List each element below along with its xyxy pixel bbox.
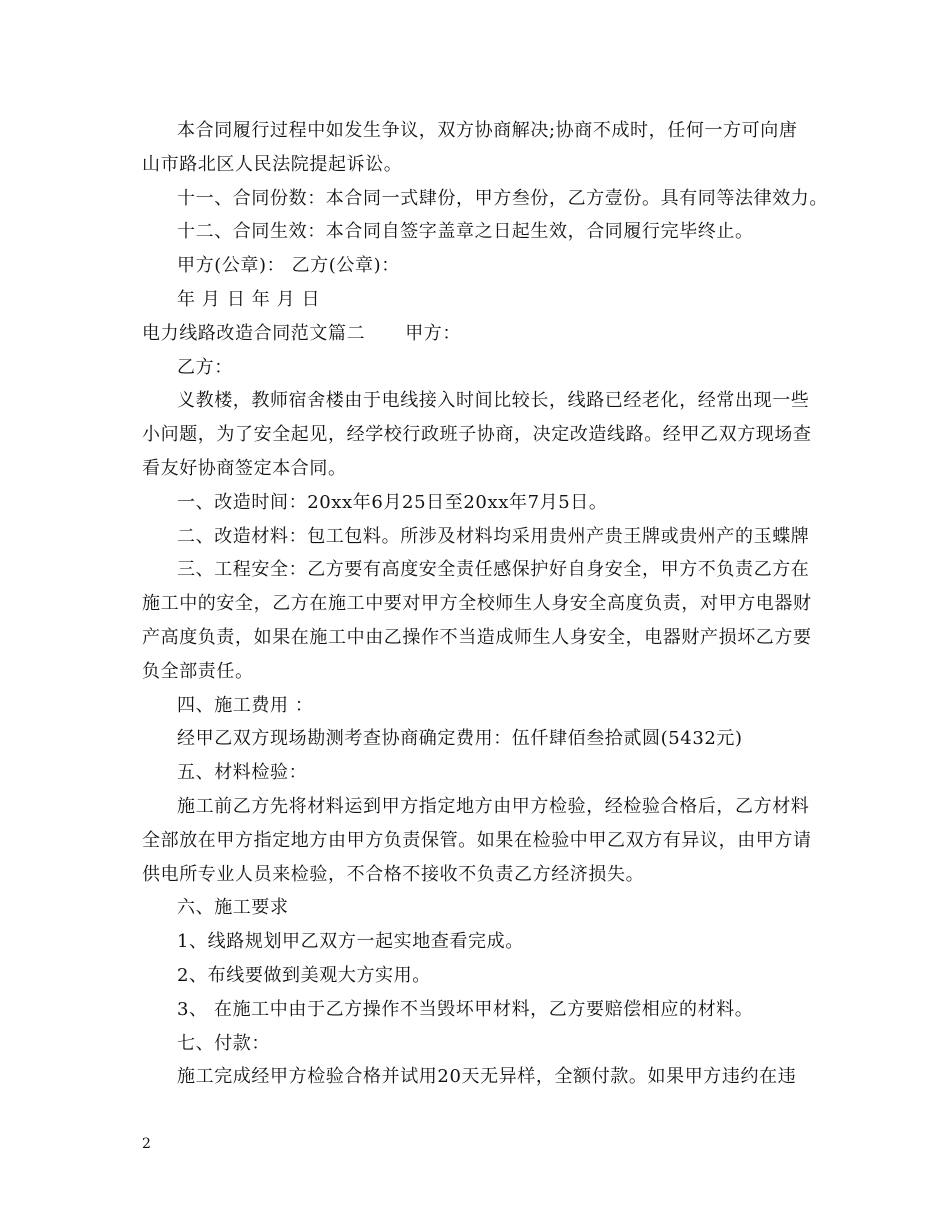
paragraph-line: 本合同履行过程中如发生争议，双方协商解决;协商不成时，任何一方可向唐 xyxy=(177,120,798,141)
clause-five: 五、材料检验： xyxy=(177,762,308,784)
paragraph-line: 看友好协商签定本合同。 xyxy=(142,457,347,479)
page-number: 2 xyxy=(142,1136,151,1152)
requirement-item: 2、布线要做到美观大方实用。 xyxy=(177,964,431,986)
clause-three: 三、工程安全：乙方要有高度安全责任感保护好自身安全，甲方不负责乙方在 xyxy=(177,559,810,581)
document-body xyxy=(142,114,828,1094)
clause-four: 四、施工费用 ： xyxy=(177,694,314,716)
date-line: 年 月 日 年 月 日 xyxy=(177,288,321,310)
section-title: 电力线路改造合同范文篇二 xyxy=(142,322,366,344)
clause-six: 六、施工要求 xyxy=(177,897,289,919)
clause-eleven: 十一、合同份数：本合同一式肆份，甲方叁份，乙方壹份。具有同等法律效力。 xyxy=(177,187,828,209)
section-heading xyxy=(142,317,822,351)
paragraph-line: 经甲乙双方现场勘测考查协商确定费用：伍仟肆佰叁拾贰圆(5432元) xyxy=(177,728,743,750)
paragraph-line: 产高度负责，如果在施工中由乙操作不当造成师生人身安全，电器财产损坏乙方要 xyxy=(142,626,812,648)
paragraph-line: 义教楼，教师宿舍楼由于电线接入时间比较长，线路已经老化，经常出现一些 xyxy=(177,390,810,412)
clause-one: 一、改造时间：20xx年6月25日至20xx年7月5日。 xyxy=(177,491,608,513)
requirement-item: 3、 在施工中由于乙方操作不当毁坏甲材料，乙方要赔偿相应的材料。 xyxy=(177,998,754,1020)
paragraph-line: 施工完成经甲方检验合格并试用20天无异样，全额付款。如果甲方违约在违 xyxy=(177,1066,797,1088)
paragraph-line: 小问题，为了安全起见，经学校行政班子协商，决定改造线路。经甲乙双方现场查 xyxy=(142,424,812,446)
paragraph-line: 施工中的安全，乙方在施工中要对甲方全校师生人身安全高度负责，对甲方电器财 xyxy=(142,593,812,615)
clause-two: 二、改造材料：包工包料。所涉及材料均采用贵州产贵王牌或贵州产的玉蝶牌 xyxy=(177,525,810,547)
clause-seven: 七、付款： xyxy=(177,1032,270,1054)
party-b-label: 乙方： xyxy=(177,356,233,378)
paragraph-line: 全部放在甲方指定地方由甲方负责保管。如果在检验中甲乙双方有异议，由甲方请 xyxy=(142,829,812,851)
paragraph-line: 负全部责任。 xyxy=(142,660,254,682)
paragraph-line: 供电所专业人员来检验，不合格不接收不负责乙方经济损失。 xyxy=(142,863,645,885)
signature-line: 甲方(公章)： 乙方(公章)： xyxy=(177,255,400,277)
party-a-label: 甲方： xyxy=(405,322,462,344)
requirement-item: 1、线路规划甲乙双方一起实地查看完成。 xyxy=(177,931,524,953)
clause-twelve: 十二、合同生效：本合同自签字盖章之日起生效，合同履行完毕终止。 xyxy=(177,221,754,243)
paragraph-line: 施工前乙方先将材料运到甲方指定地方由甲方检验，经检验合格后，乙方材料 xyxy=(177,795,810,817)
paragraph-line: 山市路北区人民法院提起诉讼。 xyxy=(142,153,403,175)
